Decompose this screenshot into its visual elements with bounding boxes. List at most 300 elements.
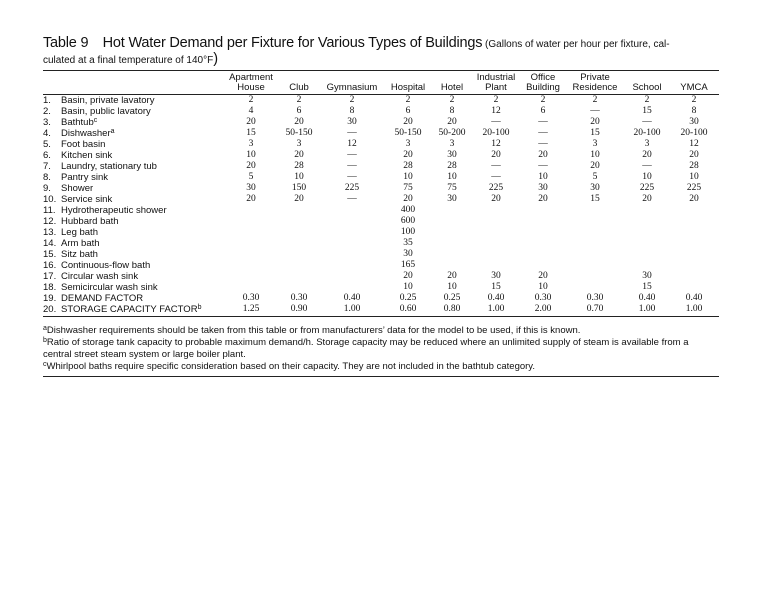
fixture-cell bbox=[43, 172, 225, 183]
fixture-label: STORAGE CAPACITY FACTOR bbox=[61, 304, 198, 315]
fixture-label: Circular wash sink bbox=[61, 271, 139, 282]
table-caption bbox=[43, 36, 719, 68]
value-cell bbox=[565, 260, 625, 271]
footnote-mark: c bbox=[43, 361, 47, 368]
value-cell: 3 bbox=[296, 139, 302, 149]
value-cell: 600 bbox=[400, 216, 416, 226]
value-cell: 50-200 bbox=[438, 128, 466, 138]
fixture-cell bbox=[43, 161, 225, 172]
row-number: 16. bbox=[43, 260, 57, 271]
value-cell: 20 bbox=[642, 194, 652, 204]
value-cell: 15 bbox=[590, 128, 600, 138]
footnote-mark: a bbox=[43, 325, 47, 332]
value-cell: 225 bbox=[488, 183, 504, 193]
value-cell: 20-100 bbox=[482, 128, 510, 138]
value-cell bbox=[471, 249, 521, 260]
table-row bbox=[43, 95, 719, 107]
value-cell bbox=[521, 249, 565, 260]
value-cell: 0.90 bbox=[277, 304, 321, 317]
fixture-label: Leg bath bbox=[61, 227, 98, 238]
fixture-cell bbox=[43, 150, 225, 161]
fixture-label: Kitchen sink bbox=[61, 150, 113, 161]
value-cell bbox=[565, 249, 625, 260]
table-row bbox=[43, 183, 719, 194]
value-cell: 20 bbox=[491, 150, 501, 160]
row-number: 20. bbox=[43, 304, 57, 315]
value-cell bbox=[565, 238, 625, 249]
value-cell: 30 bbox=[590, 183, 600, 193]
fixture-cell bbox=[43, 260, 225, 271]
value-cell bbox=[277, 205, 321, 216]
value-cell: 2 bbox=[540, 95, 546, 105]
value-cell bbox=[321, 271, 383, 282]
value-cell: 2 bbox=[296, 95, 302, 105]
value-cell: 20 bbox=[447, 271, 457, 281]
value-cell: — bbox=[590, 106, 600, 116]
value-cell: 225 bbox=[344, 183, 360, 193]
table-row bbox=[43, 227, 719, 238]
fixture-cell bbox=[43, 139, 225, 150]
header-col: Hospital bbox=[383, 71, 433, 95]
value-cell bbox=[565, 216, 625, 227]
value-cell: — bbox=[347, 172, 357, 182]
table-row bbox=[43, 117, 719, 128]
value-cell: 30 bbox=[246, 183, 256, 193]
fixture-label: Arm bath bbox=[61, 238, 100, 249]
value-cell: 12 bbox=[689, 139, 699, 149]
value-cell bbox=[277, 238, 321, 249]
value-cell: 20 bbox=[294, 117, 304, 127]
value-cell: — bbox=[642, 117, 652, 127]
value-cell bbox=[669, 238, 719, 249]
value-cell bbox=[321, 260, 383, 271]
value-cell: — bbox=[491, 117, 501, 127]
value-cell bbox=[521, 238, 565, 249]
value-cell bbox=[433, 249, 471, 260]
value-cell: 12 bbox=[491, 139, 501, 149]
value-cell bbox=[521, 205, 565, 216]
document-page bbox=[43, 36, 719, 377]
footnote-text: Dishwasher requirements should be taken from this table or from manufacturers’ data for the model to be used, if this is known. bbox=[46, 325, 581, 336]
value-cell: 20 bbox=[689, 194, 699, 204]
value-cell: 15 bbox=[642, 106, 652, 116]
fixture-cell bbox=[43, 194, 225, 205]
value-cell: 2 bbox=[349, 95, 355, 105]
value-cell bbox=[565, 205, 625, 216]
row-number: 5. bbox=[43, 139, 51, 150]
value-cell: 400 bbox=[400, 205, 416, 215]
value-cell bbox=[321, 205, 383, 216]
value-cell: 3 bbox=[248, 139, 254, 149]
header-col: Apartment House bbox=[225, 71, 277, 95]
value-cell bbox=[433, 205, 471, 216]
value-cell: 10 bbox=[538, 282, 548, 292]
header-fixture bbox=[43, 71, 225, 95]
value-cell bbox=[565, 227, 625, 238]
value-cell: 30 bbox=[403, 249, 413, 259]
value-cell bbox=[625, 238, 669, 249]
value-cell bbox=[225, 282, 277, 293]
value-cell: 50-150 bbox=[394, 128, 422, 138]
value-cell bbox=[433, 238, 471, 249]
value-cell bbox=[625, 205, 669, 216]
row-number: 15. bbox=[43, 249, 57, 260]
value-cell: 20 bbox=[590, 117, 600, 127]
row-number: 18. bbox=[43, 282, 57, 293]
value-cell bbox=[521, 227, 565, 238]
value-cell bbox=[471, 216, 521, 227]
table-row bbox=[43, 106, 719, 117]
row-number: 13. bbox=[43, 227, 57, 238]
row-number: 4. bbox=[43, 128, 51, 139]
value-cell: 1.00 bbox=[321, 304, 383, 317]
value-cell: 100 bbox=[400, 227, 416, 237]
value-cell bbox=[471, 260, 521, 271]
value-cell: 10 bbox=[403, 172, 413, 182]
value-cell: 10 bbox=[590, 150, 600, 160]
header-row bbox=[43, 71, 719, 95]
value-cell bbox=[321, 282, 383, 293]
value-cell: 1.00 bbox=[669, 304, 719, 317]
value-cell bbox=[471, 238, 521, 249]
fixture-cell bbox=[43, 238, 225, 249]
value-cell: 30 bbox=[642, 271, 652, 281]
hot-water-demand-table bbox=[43, 71, 719, 317]
value-cell bbox=[225, 271, 277, 282]
footnote-c bbox=[43, 361, 719, 373]
footnote-text: Ratio of storage tank capacity to probable maximum demand/h. Storage capacity may be reduced where an unlimited supply of steam is available from a central street steam system or large boiler plant. bbox=[43, 337, 689, 360]
value-cell bbox=[625, 260, 669, 271]
value-cell bbox=[225, 216, 277, 227]
table-body bbox=[43, 95, 719, 317]
footnote-ref: a bbox=[110, 128, 115, 135]
fixture-cell bbox=[43, 304, 225, 317]
footnote-ref: b bbox=[197, 304, 202, 311]
value-cell: 6 bbox=[405, 106, 411, 116]
value-cell: 20 bbox=[246, 194, 256, 204]
row-number: 19. bbox=[43, 293, 57, 304]
value-cell: 5 bbox=[592, 172, 598, 182]
value-cell: 3 bbox=[644, 139, 650, 149]
row-number: 12. bbox=[43, 216, 57, 227]
row-number: 7. bbox=[43, 161, 51, 172]
value-cell bbox=[565, 282, 625, 293]
value-cell bbox=[277, 282, 321, 293]
value-cell: 0.80 bbox=[433, 304, 471, 317]
value-cell: 8 bbox=[691, 106, 697, 116]
value-cell: 28 bbox=[403, 161, 413, 171]
value-cell: 8 bbox=[349, 106, 355, 116]
footnote-a bbox=[43, 325, 719, 337]
value-cell bbox=[225, 227, 277, 238]
value-cell: 2 bbox=[449, 95, 455, 105]
value-cell: 0.30 bbox=[534, 293, 552, 303]
value-cell: 20 bbox=[538, 150, 548, 160]
value-cell: 150 bbox=[291, 183, 307, 193]
value-cell bbox=[277, 227, 321, 238]
header-col: YMCA bbox=[669, 71, 719, 95]
value-cell: 15 bbox=[642, 282, 652, 292]
footnote-b bbox=[43, 337, 719, 361]
value-cell: 15 bbox=[590, 194, 600, 204]
fixture-cell bbox=[43, 293, 225, 304]
value-cell: 10 bbox=[403, 282, 413, 292]
value-cell: 2 bbox=[248, 95, 254, 105]
fixture-label: Hubbard bath bbox=[61, 216, 119, 227]
value-cell: 2 bbox=[644, 95, 650, 105]
value-cell: 2.00 bbox=[521, 304, 565, 317]
header-col: Office Building bbox=[521, 71, 565, 95]
value-cell: 20 bbox=[403, 117, 413, 127]
value-cell: 10 bbox=[538, 172, 548, 182]
value-cell bbox=[433, 260, 471, 271]
value-cell: 2 bbox=[405, 95, 411, 105]
row-number: 9. bbox=[43, 183, 51, 194]
fixture-cell bbox=[43, 227, 225, 238]
bottom-rule bbox=[43, 376, 719, 377]
table-row bbox=[43, 238, 719, 249]
value-cell: 0.40 bbox=[343, 293, 361, 303]
table-row bbox=[43, 293, 719, 304]
value-cell: 30 bbox=[491, 271, 501, 281]
row-number: 10. bbox=[43, 194, 57, 205]
value-cell: 20 bbox=[294, 150, 304, 160]
table-row bbox=[43, 304, 719, 317]
table-subtitle: (Gallons of water per hour per fixture, cal- bbox=[485, 39, 670, 50]
fixture-cell bbox=[43, 95, 225, 107]
fixture-label: Bathtub bbox=[61, 117, 94, 128]
fixture-cell bbox=[43, 216, 225, 227]
value-cell: — bbox=[347, 150, 357, 160]
value-cell: 225 bbox=[639, 183, 655, 193]
fixture-cell bbox=[43, 183, 225, 194]
header-col: Industrial Plant bbox=[471, 71, 521, 95]
table-row bbox=[43, 271, 719, 282]
value-cell: 10 bbox=[246, 150, 256, 160]
row-number: 3. bbox=[43, 117, 51, 128]
fixture-label: Shower bbox=[61, 183, 94, 194]
row-number: 1. bbox=[43, 95, 51, 106]
value-cell: 10 bbox=[447, 282, 457, 292]
value-cell: 35 bbox=[403, 238, 413, 248]
table-row bbox=[43, 249, 719, 260]
fixture-cell bbox=[43, 282, 225, 293]
value-cell bbox=[321, 249, 383, 260]
value-cell: 5 bbox=[248, 172, 254, 182]
value-cell: 20 bbox=[447, 117, 457, 127]
fixture-cell bbox=[43, 249, 225, 260]
value-cell: 3 bbox=[405, 139, 411, 149]
value-cell: 75 bbox=[447, 183, 457, 193]
table-subtitle-close: ) bbox=[213, 51, 218, 67]
fixture-cell bbox=[43, 205, 225, 216]
value-cell: 2 bbox=[691, 95, 697, 105]
value-cell bbox=[225, 260, 277, 271]
value-cell bbox=[669, 216, 719, 227]
value-cell: 1.00 bbox=[625, 304, 669, 317]
row-number: 8. bbox=[43, 172, 51, 183]
value-cell: 0.25 bbox=[399, 293, 417, 303]
table-row bbox=[43, 216, 719, 227]
header-col: Private Residence bbox=[565, 71, 625, 95]
footnote-ref: c bbox=[93, 117, 98, 124]
value-cell: — bbox=[347, 161, 357, 171]
value-cell: 0.60 bbox=[383, 304, 433, 317]
value-cell: — bbox=[347, 128, 357, 138]
value-cell: 10 bbox=[447, 172, 457, 182]
value-cell: — bbox=[538, 161, 548, 171]
value-cell bbox=[321, 238, 383, 249]
value-cell: 0.30 bbox=[242, 293, 260, 303]
fixture-label: Pantry sink bbox=[61, 172, 108, 183]
value-cell: 20 bbox=[642, 150, 652, 160]
table-title: Table 9 Hot Water Demand per Fixture for Various Types of Buildings bbox=[43, 35, 483, 51]
value-cell: 20 bbox=[590, 161, 600, 171]
value-cell: 12 bbox=[491, 106, 501, 116]
value-cell: 0.25 bbox=[443, 293, 461, 303]
value-cell: — bbox=[491, 161, 501, 171]
value-cell: 50-150 bbox=[285, 128, 313, 138]
footnote-mark: b bbox=[43, 337, 47, 344]
header-col: School bbox=[625, 71, 669, 95]
value-cell: 15 bbox=[246, 128, 256, 138]
value-cell: 30 bbox=[447, 150, 457, 160]
value-cell: 20 bbox=[403, 194, 413, 204]
value-cell: 28 bbox=[294, 161, 304, 171]
table-row bbox=[43, 205, 719, 216]
value-cell bbox=[277, 271, 321, 282]
value-cell bbox=[321, 227, 383, 238]
value-cell bbox=[669, 249, 719, 260]
value-cell: 20-100 bbox=[680, 128, 708, 138]
row-number: 14. bbox=[43, 238, 57, 249]
value-cell bbox=[625, 216, 669, 227]
header-col: Club bbox=[277, 71, 321, 95]
fixture-label: Semicircular wash sink bbox=[61, 282, 158, 293]
table-subtitle-cont: culated at a final temperature of 140°F bbox=[43, 55, 214, 66]
value-cell: 20 bbox=[403, 150, 413, 160]
value-cell bbox=[433, 216, 471, 227]
fixture-label: DEMAND FACTOR bbox=[61, 293, 144, 304]
value-cell: 20 bbox=[689, 150, 699, 160]
fixture-cell bbox=[43, 117, 225, 128]
row-number: 2. bbox=[43, 106, 51, 117]
value-cell bbox=[669, 282, 719, 293]
table-row bbox=[43, 150, 719, 161]
value-cell: — bbox=[538, 128, 548, 138]
value-cell: 15 bbox=[491, 282, 501, 292]
row-number: 17. bbox=[43, 271, 57, 282]
value-cell: 0.30 bbox=[290, 293, 308, 303]
value-cell bbox=[321, 216, 383, 227]
value-cell bbox=[277, 249, 321, 260]
value-cell: 3 bbox=[592, 139, 598, 149]
fixture-label: Service sink bbox=[61, 194, 113, 205]
value-cell: 30 bbox=[447, 194, 457, 204]
value-cell: 4 bbox=[248, 106, 254, 116]
table-row bbox=[43, 194, 719, 205]
value-cell: 10 bbox=[689, 172, 699, 182]
value-cell bbox=[625, 227, 669, 238]
value-cell bbox=[521, 260, 565, 271]
table-row bbox=[43, 260, 719, 271]
value-cell: 0.40 bbox=[638, 293, 656, 303]
table-row bbox=[43, 128, 719, 139]
value-cell bbox=[471, 227, 521, 238]
value-cell bbox=[521, 216, 565, 227]
value-cell: 6 bbox=[296, 106, 302, 116]
value-cell: — bbox=[347, 194, 357, 204]
fixture-label: Laundry, stationary tub bbox=[61, 161, 157, 172]
value-cell: 28 bbox=[689, 161, 699, 171]
fixture-label: Basin, public lavatory bbox=[61, 106, 151, 117]
value-cell: 165 bbox=[400, 260, 416, 270]
value-cell bbox=[225, 249, 277, 260]
footnotes bbox=[43, 325, 719, 377]
value-cell bbox=[625, 249, 669, 260]
value-cell: 0.70 bbox=[565, 304, 625, 317]
value-cell bbox=[669, 205, 719, 216]
value-cell: — bbox=[538, 117, 548, 127]
value-cell bbox=[277, 216, 321, 227]
fixture-label: Sitz bath bbox=[61, 249, 98, 260]
value-cell: 20 bbox=[246, 161, 256, 171]
fixture-label: Dishwasher bbox=[61, 128, 111, 139]
value-cell: 3 bbox=[449, 139, 455, 149]
fixture-label: Basin, private lavatory bbox=[61, 95, 155, 106]
value-cell: 2 bbox=[592, 95, 598, 105]
value-cell: — bbox=[642, 161, 652, 171]
value-cell: 0.40 bbox=[685, 293, 703, 303]
table-row bbox=[43, 282, 719, 293]
value-cell: — bbox=[538, 139, 548, 149]
header-col: Gymnasium bbox=[321, 71, 383, 95]
value-cell: 12 bbox=[347, 139, 357, 149]
value-cell: 20 bbox=[246, 117, 256, 127]
value-cell bbox=[669, 260, 719, 271]
table-row bbox=[43, 139, 719, 150]
value-cell bbox=[669, 271, 719, 282]
table-row bbox=[43, 172, 719, 183]
fixture-cell bbox=[43, 106, 225, 117]
value-cell: 10 bbox=[294, 172, 304, 182]
value-cell: 2 bbox=[493, 95, 499, 105]
value-cell: 10 bbox=[642, 172, 652, 182]
value-cell: 8 bbox=[449, 106, 455, 116]
value-cell bbox=[471, 205, 521, 216]
row-number: 11. bbox=[43, 205, 56, 216]
value-cell: 30 bbox=[347, 117, 357, 127]
value-cell: 1.00 bbox=[471, 304, 521, 317]
fixture-label: Continuous-flow bath bbox=[61, 260, 151, 271]
fixture-label: Foot basin bbox=[61, 139, 106, 150]
value-cell: 20 bbox=[538, 194, 548, 204]
value-cell: 6 bbox=[540, 106, 546, 116]
value-cell: 20 bbox=[538, 271, 548, 281]
value-cell: 75 bbox=[403, 183, 413, 193]
value-cell bbox=[225, 205, 277, 216]
table-row bbox=[43, 161, 719, 172]
value-cell bbox=[433, 227, 471, 238]
value-cell: 20 bbox=[491, 194, 501, 204]
value-cell: 28 bbox=[447, 161, 457, 171]
value-cell: 30 bbox=[538, 183, 548, 193]
value-cell: 20-100 bbox=[633, 128, 661, 138]
value-cell: 225 bbox=[686, 183, 702, 193]
value-cell bbox=[277, 260, 321, 271]
footnote-text: Whirlpool baths require specific consideration based on their capacity. They are not included in the bathtub category. bbox=[46, 361, 535, 372]
header-col: Hotel bbox=[433, 71, 471, 95]
